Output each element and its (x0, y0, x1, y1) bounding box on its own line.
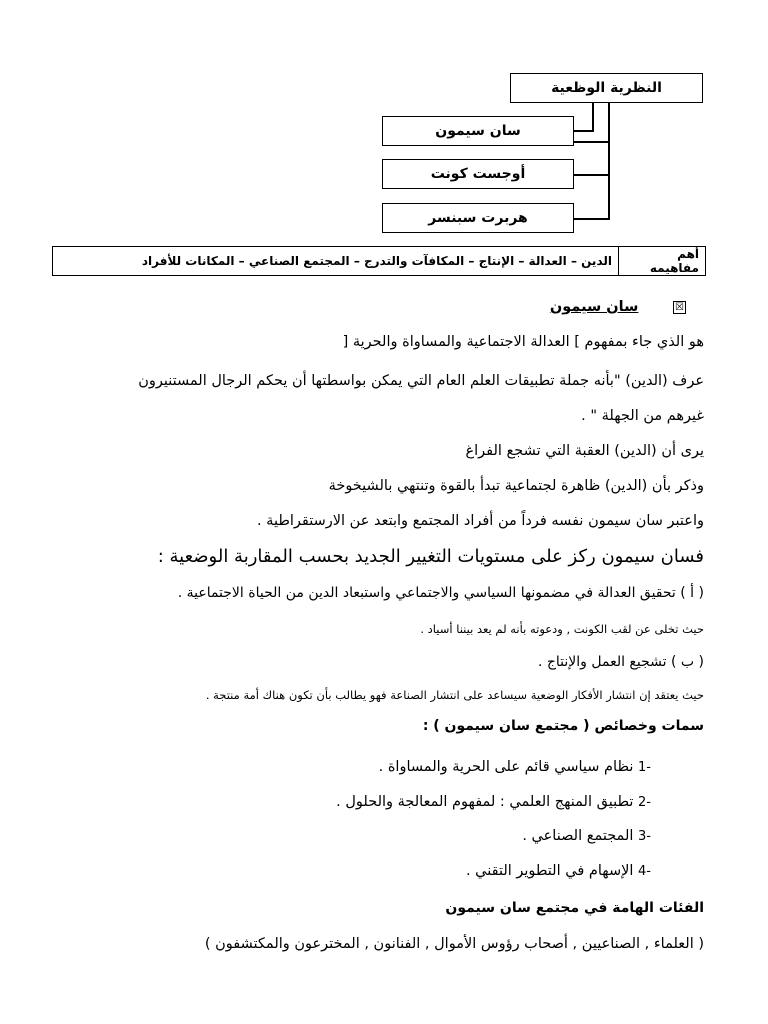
point-b: ( ب ) تشجيع العمل والإنتاج . (537, 654, 704, 670)
thinker-box-spencer (382, 203, 574, 233)
feature-text: نظام سياسي قائم على الحرية والمساواة . (378, 759, 634, 775)
section-heading-row (550, 299, 686, 315)
connector-line (574, 130, 594, 132)
feature-text: تطبيق المنهج العلمي : لمفهوم المعالجة والحلول . (336, 794, 634, 810)
point-a: ( أ ) تحقيق العدالة في مضمونها السياسي والاجتماعي واستبعاد الدين من الحياة الاجتماعية . (177, 585, 704, 601)
features-heading: سمات وخصائص ( مجتمع سان سيمون ) : (422, 718, 704, 734)
section-heading: سان سيمون (549, 299, 639, 315)
large-statement: فسان سيمون ركز على مستويات التغيير الجديد بحسب المقاربة الوضعية : (157, 546, 704, 567)
connector-line (574, 174, 610, 176)
feature-item (466, 863, 708, 879)
thinker-name: سان سيمون (435, 123, 521, 139)
note-a: حيث تخلى عن لقب الكونت , ودعوته بأنه لم يعد بيننا أسياد . (420, 622, 704, 636)
feature-item (379, 759, 708, 775)
paragraph: واعتبر سان سيمون نفسه فرداً من أفراد المجتمع وابتعد عن الارستقراطية . (256, 513, 704, 529)
diagram-title-box (510, 73, 703, 103)
note-b: حيث يعتقد إن انتشار الأفكار الوضعية سيساعد على انتشار الصناعة فهو يطالب بأن تكون هناك أمة منتجة . (205, 688, 704, 702)
connector-line (608, 103, 610, 220)
feature-number: -1 (638, 760, 651, 775)
feature-item (336, 794, 708, 810)
concepts-header: أهم مفاهيمه (619, 247, 706, 276)
paragraph: عرف (الدين) "بأنه جملة تطبيقات العلم العام التي يمكن بواسطتها أن يحكم الرجال المستنيرون (138, 373, 704, 389)
groups-list: ( العلماء , الصناعيين , أصحاب رؤوس الأموال , الفنانون , المخترعون والمكتشفون ) (204, 936, 704, 952)
connector-line (574, 141, 610, 143)
feature-number: -2 (638, 795, 651, 810)
checkbox-icon: ☒ (673, 301, 686, 314)
thinker-box-saint-simon (382, 116, 574, 146)
feature-number: -3 (638, 829, 651, 844)
connector-line (574, 218, 610, 220)
diagram-title: النظرية الوظعية (551, 80, 662, 96)
connector-line (592, 103, 594, 131)
paragraph: هو الذي جاء بمفهوم ] العدالة الاجتماعية والمساواة والحرية [ (342, 334, 704, 350)
thinker-name: هربرت سبنسر (428, 210, 528, 226)
thinker-box-comte (382, 159, 574, 189)
paragraph: غيرهم من الجهلة " . (581, 408, 704, 424)
groups-heading: الفئات الهامة في مجتمع سان سيمون (445, 900, 704, 916)
feature-item (522, 828, 708, 844)
paragraph: يرى أن (الدين) العقبة التي تشجع الفراغ (465, 443, 704, 459)
paragraph: وذكر بأن (الدين) ظاهرة لجتماعية تبدأ بالقوة وتنتهي بالشيخوخة (328, 478, 704, 494)
feature-text: الإسهام في التطوير التقني . (465, 863, 634, 879)
thinker-name: أوجست كونت (430, 166, 526, 182)
feature-text: المجتمع الصناعي . (522, 828, 634, 844)
feature-number: -4 (638, 864, 651, 879)
concepts-table (52, 246, 706, 276)
concepts-values: الدين – العدالة – الإنتاج – المكافآت والتدرج – المجتمع الصناعي – المكانات للأفراد (53, 247, 619, 276)
